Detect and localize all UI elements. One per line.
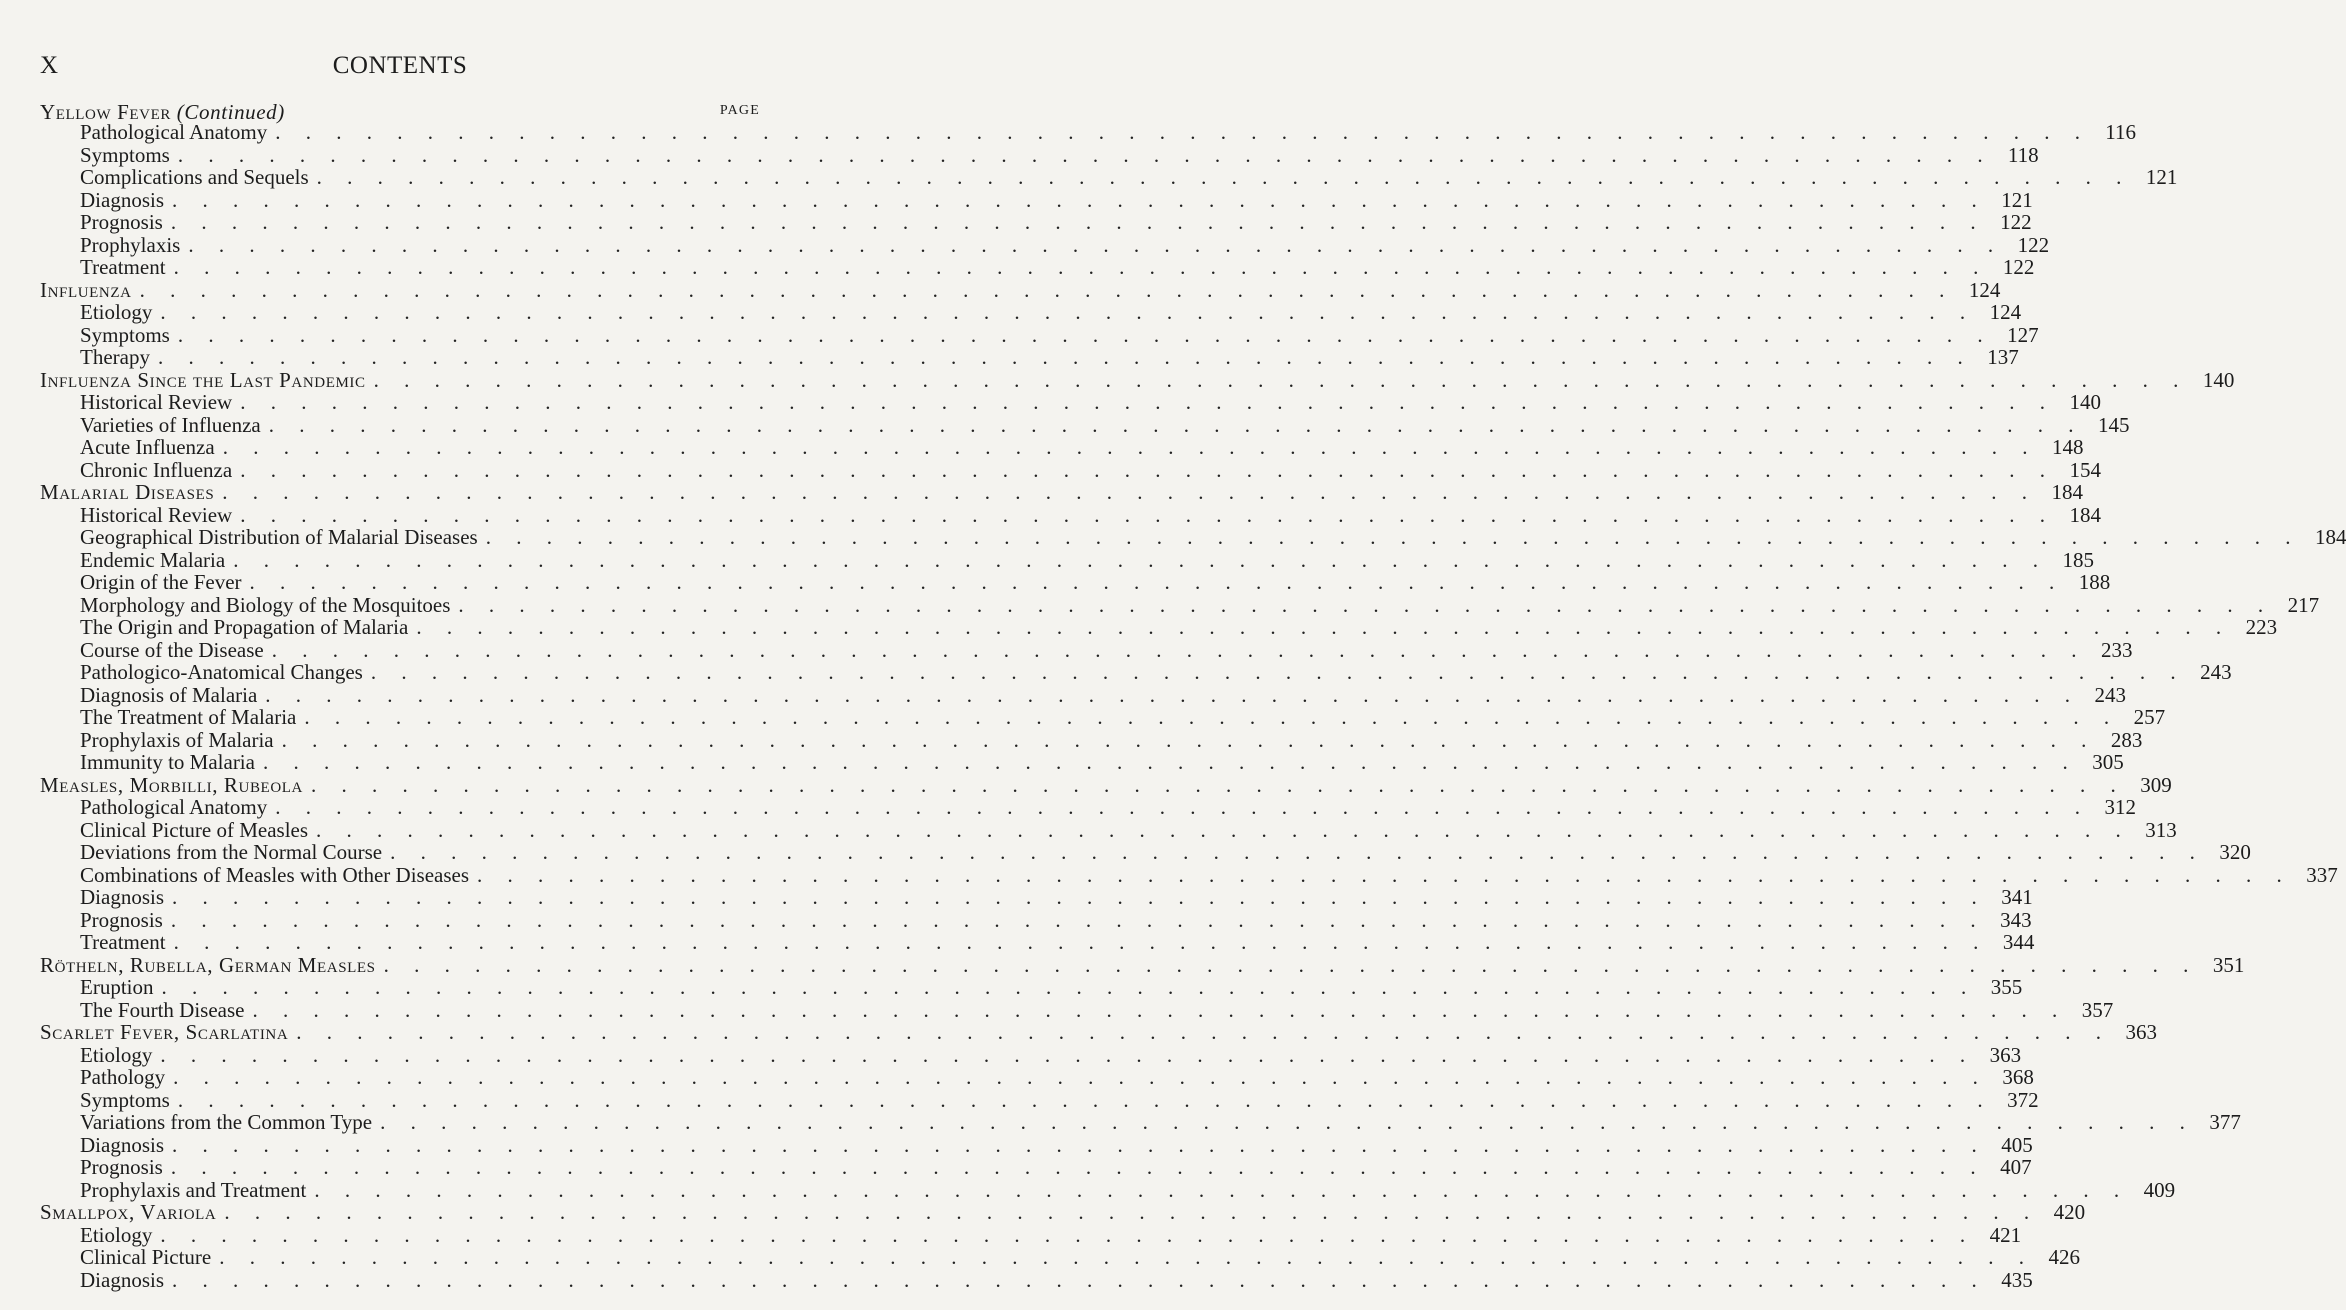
toc-subsection-entry (40, 210, 2032, 234)
entry-page-number: 363 (1989, 1042, 2022, 1067)
entry-page-number: 217 (2287, 592, 2320, 617)
toc-subsection-entry (40, 1087, 2039, 1112)
toc-subsection-entry (40, 840, 2251, 864)
entry-label: Geographical Distribution of Malarial Diseases (80, 525, 478, 549)
entry-page-number: 426 (2048, 1245, 2080, 1269)
page-number: X (40, 52, 59, 79)
toc-subsection-entry (40, 187, 2033, 212)
toc-subsection-entry (40, 682, 2127, 707)
toc-subsection-entry (40, 457, 2101, 482)
entry-label: Clinical Picture of Measles (80, 817, 309, 842)
dot-leader: . . . . . . . . . . . . . . . . . . . . . . . . . . . . . . . . . . . . . . . . . . . . . . . . . . . . . . . . . . . . (172, 885, 1987, 909)
dot-leader: . . . . . . . . . . . . . . . . . . . . . . . . . . . . . . . . . . . . . . . . . . . . . . . . . . . . . . . . . . . . (224, 1200, 2040, 1224)
entry-page-number: 243 (2094, 682, 2127, 707)
entry-label: The Origin and Propagation of Malaria (80, 615, 409, 639)
entry-page-number: 420 (2053, 1200, 2086, 1224)
entry-label: Rötheln, Rubella, German Measles (40, 952, 376, 977)
entry-label: Symptoms (80, 1087, 170, 1112)
toc-section-entry (40, 772, 2172, 797)
entry-label: Varieties of Influenza (80, 412, 261, 437)
toc-subsection-entry (40, 547, 2094, 572)
entry-label: Pathological Anatomy (80, 120, 268, 144)
entry-page-number: 118 (2007, 142, 2039, 167)
dot-leader: . . . . . . . . . . . . . . . . . . . . . . . . . . . . . . . . . . . . . . . . . . . . . . . . . . . . . . . . . . . . (173, 930, 1989, 954)
entry-label: Prognosis (80, 210, 163, 234)
dot-leader: . . . . . . . . . . . . . . . . . . . . . . . . . . . . . . . . . . . . . . . . . . . . . . . . . . . . . . . . . . . . (222, 480, 2038, 504)
entry-label: Morphology and Biology of the Mosquitoes (80, 592, 451, 617)
toc-subsection-entry (40, 705, 2166, 729)
entry-page-number: 184 (2069, 502, 2101, 527)
entry-page-number: 243 (2200, 660, 2232, 684)
entry-page-number: 312 (2104, 795, 2136, 819)
entry-page-number: 145 (2098, 412, 2130, 437)
toc-subsection-entry (40, 345, 2019, 369)
entry-label: Pathology (80, 1065, 166, 1089)
dot-leader: . . . . . . . . . . . . . . . . . . . . . . . . . . . . . . . . . . . . . . . . . . . . . . . . . . . . . . . . . . . . (170, 907, 1986, 932)
dot-leader: . . . . . . . . . . . . . . . . . . . . . . . . . . . . . . . . . . . . . . . . . . . . . . . . . . . . . . . . . . . . (139, 277, 1955, 302)
dot-leader: . . . . . . . . . . . . . . . . . . . . . . . . . . . . . . . . . . . . . . . . . . . . . . . . . . . . . . . . . . . . (275, 120, 2090, 144)
toc-subsection-entry (40, 502, 2101, 527)
dot-leader: . . . . . . . . . . . . . . . . . . . . . . . . . . . . . . . . . . . . . . . . . . . . . . . . . . . . . . . . . . . . (373, 367, 2189, 392)
dot-leader: . . . . . . . . . . . . . . . . . . . . . . . . . . . . . . . . . . . . . . . . . . . . . . . . . . . . . . . . . . . . (160, 1042, 1976, 1067)
entry-label: Measles, Morbilli, Rubeola (40, 772, 303, 797)
toc-subsection-entry (40, 727, 2143, 752)
entry-page-number: 344 (2002, 930, 2035, 954)
toc-subsection-entry (40, 165, 2178, 189)
toc-section-entry (40, 952, 2245, 977)
dot-leader: . . . . . . . . . . . . . . . . . . . . . . . . . . . . . . . . . . . . . . . . . . . . . . . . . . . . . . . . . . . . (477, 862, 2292, 887)
entry-page-number: 343 (2000, 907, 2032, 932)
entry-page-number: 351 (2212, 952, 2245, 977)
entry-label: Symptoms (80, 322, 170, 347)
toc-subsection-entry (40, 660, 2232, 684)
entry-label: Combinations of Measles with Other Diseases (80, 862, 470, 887)
toc-subsection-entry (40, 795, 2136, 819)
dot-leader: . . . . . . . . . . . . . . . . . . . . . . . . . . . . . . . . . . . . . . . . . . . . . . . . . . . . . . . . . . . . (170, 1155, 1986, 1179)
entry-page-number: 405 (2001, 1132, 2033, 1157)
entry-label: Influenza (40, 277, 132, 302)
dot-leader: . . . . . . . . . . . . . . . . . . . . . . . . . . . . . . . . . . . . . . . . . . . . . . . . . . . . . . . . . . . . (314, 1177, 2130, 1202)
dot-leader: . . . . . . . . . . . . . . . . . . . . . . . . . . . . . . . . . . . . . . . . . . . . . . . . . . . . . . . . . . . . (390, 840, 2205, 864)
entry-page-number: 283 (2110, 727, 2143, 752)
continued-note: (Continued) (176, 100, 285, 124)
toc-subsection-entry (40, 637, 2133, 662)
dot-leader: . . . . . . . . . . . . . . . . . . . . . . . . . . . . . . . . . . . . . . . . . . . . . . . . . . . . . . . . . . . . (160, 1222, 1976, 1247)
toc-subsection-entry (40, 1132, 2033, 1157)
entry-page-number: 233 (2100, 637, 2133, 662)
entry-label: Immunity to Malaria (80, 750, 255, 774)
dot-leader: . . . . . . . . . . . . . . . . . . . . . . . . . . . . . . . . . . . . . . . . . . . . . . . . . . . . . . . . . . . . (240, 457, 2055, 482)
dot-leader: . . . . . . . . . . . . . . . . . . . . . . . . . . . . . . . . . . . . . . . . . . . . . . . . . . . . . . . . . . . . (173, 255, 1989, 279)
toc-subsection-entry (40, 885, 2033, 909)
entry-label: Etiology (80, 1222, 153, 1247)
entry-label: Prognosis (80, 907, 163, 932)
entry-page-number: 435 (2001, 1267, 2033, 1292)
entry-label: Therapy (80, 345, 150, 369)
entry-page-number: 337 (2306, 862, 2338, 887)
entry-label: Chronic Influenza (80, 457, 233, 482)
dot-leader: . . . . . . . . . . . . . . . . . . . . . . . . . . . . . . . . . . . . . . . . . . . . . . . . . . . . . . . . . . . . (265, 682, 2081, 707)
dot-leader: . . . . . . . . . . . . . . . . . . . . . . . . . . . . . . . . . . . . . . . . . . . . . . . . . . . . . . . . . . . . (370, 660, 2186, 684)
dot-leader: . . . . . . . . . . . . . . . . . . . . . . . . . . . . . . . . . . . . . . . . . . . . . . . . . . . . . . . . . . . . (172, 1132, 1987, 1157)
entry-label: Eruption (80, 975, 154, 999)
toc-subsection-entry (40, 435, 2084, 459)
toc-subsection-entry (40, 1267, 2033, 1292)
toc-subsection-entry (40, 592, 2320, 617)
toc-heading-row (40, 100, 760, 124)
entry-label: Treatment (80, 930, 166, 954)
entry-page-number: 116 (2105, 120, 2136, 144)
dot-leader: . . . . . . . . . . . . . . . . . . . . . . . . . . . . . . . . . . . . . . . . . . . . . . . . . . . . . . . . . . . . (240, 390, 2055, 414)
dot-leader: . . . . . . . . . . . . . . . . . . . . . . . . . . . . . . . . . . . . . . . . . . . . . . . . . . . . . . . . . . . . (304, 705, 2120, 729)
toc-subsection-entry (40, 1065, 2034, 1089)
toc-subsection-entry (40, 1042, 2022, 1067)
entry-page-number: 127 (2007, 322, 2039, 347)
entry-page-number: 148 (2051, 435, 2084, 459)
dot-leader: . . . . . . . . . . . . . . . . . . . . . . . . . . . . . . . . . . . . . . . . . . . . . . . . . . . . . . . . . . . . (281, 727, 2097, 752)
toc-subsection-entry (40, 1155, 2032, 1179)
dot-leader: . . . . . . . . . . . . . . . . . . . . . . . . . . . . . . . . . . . . . . . . . . . . . . . . . . . . . . . . . . . . (383, 952, 2199, 977)
toc-entries (40, 120, 2346, 1292)
toc-subsection-entry (40, 1245, 2080, 1269)
toc-subsection-entry (40, 142, 2039, 167)
toc-section-entry (40, 480, 2084, 504)
entry-label: Treatment (80, 255, 166, 279)
entry-page-number: 257 (2133, 705, 2166, 729)
toc-subsection-entry (40, 907, 2032, 932)
entry-label: Diagnosis (80, 885, 164, 909)
entry-page-number: 154 (2069, 457, 2101, 482)
dot-leader: . . . . . . . . . . . . . . . . . . . . . . . . . . . . . . . . . . . . . . . . . . . . . . . . . . . . . . . . . . . . (380, 1110, 2195, 1134)
running-title: CONTENTS (332, 52, 468, 79)
dot-leader: . . . . . . . . . . . . . . . . . . . . . . . . . . . . . . . . . . . . . . . . . . . . . . . . . . . . . . . . . . . . (458, 592, 2274, 617)
toc-section-entry (40, 1200, 2086, 1224)
toc-subsection-entry (40, 255, 2035, 279)
entry-label: Prophylaxis (80, 232, 181, 257)
dot-leader: . . . . . . . . . . . . . . . . . . . . . . . . . . . . . . . . . . . . . . . . . . . . . . . . . . . . . . . . . . . . (296, 1020, 2112, 1044)
dot-leader: . . . . . . . . . . . . . . . . . . . . . . . . . . . . . . . . . . . . . . . . . . . . . . . . . . . . . . . . . . . . (188, 232, 2004, 257)
dot-leader: . . . . . . . . . . . . . . . . . . . . . . . . . . . . . . . . . . . . . . . . . . . . . . . . . . . . . . . . . . . . (177, 142, 1993, 167)
toc-subsection-entry (40, 975, 2023, 999)
entry-page-number: 407 (2000, 1155, 2032, 1179)
dot-leader: . . . . . . . . . . . . . . . . . . . . . . . . . . . . . . . . . . . . . . . . . . . . . . . . . . . . . . . . . . . . (161, 975, 1977, 999)
entry-page-number: 184 (2314, 525, 2346, 549)
dot-leader: . . . . . . . . . . . . . . . . . . . . . . . . . . . . . . . . . . . . . . . . . . . . . . . . . . . . . . . . . . . . (271, 637, 2087, 662)
dot-leader: . . . . . . . . . . . . . . . . . . . . . . . . . . . . . . . . . . . . . . . . . . . . . . . . . . . . . . . . . . . . (170, 210, 1986, 234)
entry-page-number: 140 (2202, 367, 2235, 392)
dot-leader: . . . . . . . . . . . . . . . . . . . . . . . . . . . . . . . . . . . . . . . . . . . . . . . . . . . . . . . . . . . . (252, 997, 2068, 1022)
dot-leader: . . . . . . . . . . . . . . . . . . . . . . . . . . . . . . . . . . . . . . . . . . . . . . . . . . . . . . . . . . . . (160, 300, 1976, 324)
toc-subsection-entry (40, 997, 2114, 1022)
toc-subsection-entry (40, 570, 2111, 594)
toc-subsection-entry (40, 862, 2338, 887)
entry-page-number: 124 (1968, 277, 2001, 302)
entry-label: Pathological Anatomy (80, 795, 268, 819)
toc-subsection-entry (40, 1222, 2022, 1247)
toc-section-entry (40, 367, 2235, 392)
entry-label: Endemic Malaria (80, 547, 226, 572)
entry-label: Historical Review (80, 390, 233, 414)
entry-label: Diagnosis (80, 187, 164, 212)
entry-page-number: 223 (2245, 615, 2278, 639)
entry-label: Course of the Disease (80, 637, 264, 662)
toc-subsection-entry (40, 525, 2346, 549)
dot-leader: . . . . . . . . . . . . . . . . . . . . . . . . . . . . . . . . . . . . . . . . . . . . . . . . . . . . . . . . . . . . (233, 547, 2048, 572)
entry-page-number: 341 (2001, 885, 2033, 909)
dot-leader: . . . . . . . . . . . . . . . . . . . . . . . . . . . . . . . . . . . . . . . . . . . . . . . . . . . . . . . . . . . . (177, 322, 1993, 347)
dot-leader: . . . . . . . . . . . . . . . . . . . . . . . . . . . . . . . . . . . . . . . . . . . . . . . . . . . . . . . . . . . . (177, 1087, 1993, 1112)
entry-page-number: 137 (1987, 345, 2019, 369)
toc-subsection-entry (40, 930, 2035, 954)
dot-leader: . . . . . . . . . . . . . . . . . . . . . . . . . . . . . . . . . . . . . . . . . . . . . . . . . . . . . . . . . . . . (173, 1065, 1988, 1089)
entry-label: Diagnosis of Malaria (80, 682, 258, 707)
dot-leader: . . . . . . . . . . . . . . . . . . . . . . . . . . . . . . . . . . . . . . . . . . . . . . . . . . . . . . . . . . . . (219, 1245, 2034, 1269)
entry-page-number: 368 (2002, 1065, 2034, 1089)
dot-leader: . . . . . . . . . . . . . . . . . . . . . . . . . . . . . . . . . . . . . . . . . . . . . . . . . . . . . . . . . . . . (249, 570, 2065, 594)
toc-subsection-entry (40, 1110, 2241, 1134)
page-column-label: PAGE (719, 103, 760, 118)
dot-leader: . . . . . . . . . . . . . . . . . . . . . . . . . . . . . . . . . . . . . . . . . . . . . . . . . . . . . . . . . . . . (310, 772, 2126, 797)
toc-subsection-entry (40, 615, 2278, 639)
toc-subsection-entry (40, 817, 2177, 842)
entry-label: Smallpox, Variola (40, 1200, 217, 1224)
entry-page-number: 377 (2209, 1110, 2241, 1134)
entry-page-number: 122 (2002, 255, 2035, 279)
entry-label: Variations from the Common Type (80, 1110, 373, 1134)
entry-label: Deviations from the Normal Course (80, 840, 383, 864)
entry-label: Prophylaxis and Treatment (80, 1177, 307, 1202)
entry-label: Malarial Diseases (40, 480, 215, 504)
entry-label: Pathologico-Anatomical Changes (80, 660, 363, 684)
dot-leader: . . . . . . . . . . . . . . . . . . . . . . . . . . . . . . . . . . . . . . . . . . . . . . . . . . . . . . . . . . . . (157, 345, 1973, 369)
dot-leader: . . . . . . . . . . . . . . . . . . . . . . . . . . . . . . . . . . . . . . . . . . . . . . . . . . . . . . . . . . . . (172, 187, 1987, 212)
entry-label: Etiology (80, 300, 153, 324)
entry-page-number: 122 (2000, 210, 2032, 234)
entry-label: Etiology (80, 1042, 153, 1067)
table-of-contents (40, 100, 2346, 1292)
dot-leader: . . . . . . . . . . . . . . . . . . . . . . . . . . . . . . . . . . . . . . . . . . . . . . . . . . . . . . . . . . . . (416, 615, 2232, 639)
dot-leader: . . . . . . . . . . . . . . . . . . . . . . . . . . . . . . . . . . . . . . . . . . . . . . . . . . . . . . . . . . . . (172, 1267, 1987, 1292)
entry-label: Scarlet Fever, Scarlatina (40, 1020, 289, 1044)
dot-leader: . . . . . . . . . . . . . . . . . . . . . . . . . . . . . . . . . . . . . . . . . . . . . . . . . . . . . . . . . . . . (262, 750, 2078, 774)
dot-leader: . . . . . . . . . . . . . . . . . . . . . . . . . . . . . . . . . . . . . . . . . . . . . . . . . . . . . . . . . . . . (240, 502, 2055, 527)
toc-subsection-entry (40, 1177, 2176, 1202)
entry-page-number: 140 (2069, 390, 2101, 414)
entry-page-number: 305 (2092, 750, 2124, 774)
dot-leader: . . . . . . . . . . . . . . . . . . . . . . . . . . . . . . . . . . . . . . . . . . . . . . . . . . . . . . . . . . . . (485, 525, 2301, 549)
entry-page-number: 313 (2145, 817, 2177, 842)
entry-page-number: 185 (2062, 547, 2094, 572)
page-header (0, 52, 800, 82)
entry-page-number: 421 (1989, 1222, 2022, 1247)
entry-page-number: 357 (2081, 997, 2114, 1022)
entry-label: Prognosis (80, 1155, 163, 1179)
entry-label: The Treatment of Malaria (80, 705, 297, 729)
entry-page-number: 363 (2125, 1020, 2158, 1044)
entry-label: The Fourth Disease (80, 997, 245, 1022)
toc-subsection-entry (40, 390, 2101, 414)
entry-page-number: 184 (2051, 480, 2084, 504)
entry-page-number: 355 (1990, 975, 2023, 999)
entry-label: Complications and Sequels (80, 165, 309, 189)
dot-leader: . . . . . . . . . . . . . . . . . . . . . . . . . . . . . . . . . . . . . . . . . . . . . . . . . . . . . . . . . . . . (316, 817, 2131, 842)
entry-page-number: 309 (2140, 772, 2172, 797)
entry-page-number: 121 (2145, 165, 2178, 189)
entry-label: Diagnosis (80, 1267, 164, 1292)
entry-page-number: 121 (2001, 187, 2033, 212)
dot-leader: . . . . . . . . . . . . . . . . . . . . . . . . . . . . . . . . . . . . . . . . . . . . . . . . . . . . . . . . . . . . (275, 795, 2090, 819)
toc-subsection-entry (40, 322, 2039, 347)
continued-section-name: Yellow Fever (40, 100, 171, 124)
entry-label: Diagnosis (80, 1132, 164, 1157)
entry-page-number: 409 (2143, 1177, 2176, 1202)
toc-subsection-entry (40, 300, 2022, 324)
toc-subsection-entry (40, 750, 2124, 774)
entry-label: Clinical Picture (80, 1245, 212, 1269)
dot-leader: . . . . . . . . . . . . . . . . . . . . . . . . . . . . . . . . . . . . . . . . . . . . . . . . . . . . . . . . . . . . (222, 435, 2038, 459)
entry-page-number: 122 (2017, 232, 2050, 257)
entry-label: Symptoms (80, 142, 170, 167)
entry-label: Influenza Since the Last Pandemic (40, 367, 366, 392)
dot-leader: . . . . . . . . . . . . . . . . . . . . . . . . . . . . . . . . . . . . . . . . . . . . . . . . . . . . . . . . . . . . (268, 412, 2084, 437)
entry-label: Historical Review (80, 502, 233, 527)
entry-page-number: 124 (1989, 300, 2022, 324)
entry-page-number: 188 (2078, 570, 2111, 594)
entry-page-number: 372 (2007, 1087, 2039, 1112)
toc-section-entry (40, 1020, 2158, 1044)
dot-leader: . . . . . . . . . . . . . . . . . . . . . . . . . . . . . . . . . . . . . . . . . . . . . . . . . . . . . . . . . . . . (316, 165, 2132, 189)
continued-section-title (40, 100, 285, 125)
toc-subsection-entry (40, 232, 2050, 257)
toc-section-entry (40, 277, 2001, 302)
entry-label: Acute Influenza (80, 435, 215, 459)
entry-label: Prophylaxis of Malaria (80, 727, 274, 752)
entry-label: Origin of the Fever (80, 570, 242, 594)
toc-subsection-entry (40, 412, 2130, 437)
entry-page-number: 320 (2219, 840, 2251, 864)
